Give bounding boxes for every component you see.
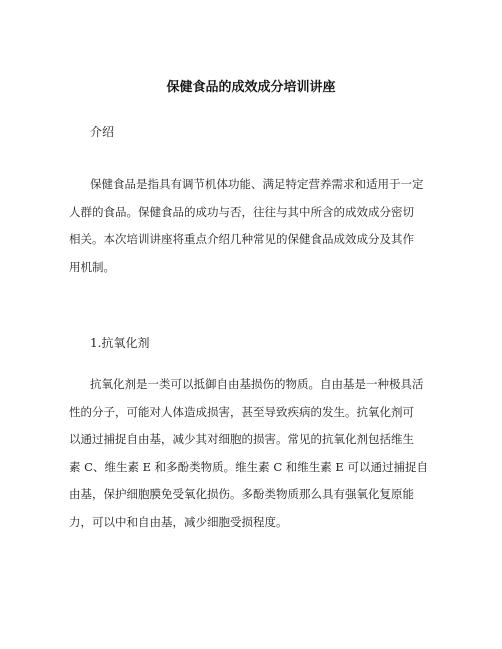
paragraph-line: 素 C、维生素 E 和多酚类物质。维生素 C 和维生素 E 可以通过捕捉自 — [69, 459, 428, 474]
paragraph-line: 以通过捕捉自由基，减少其对细胞的损害。常见的抗氧化剂包括维生 — [69, 432, 414, 446]
paragraph-line: 抗氧化剂是一类可以抵御自由基损伤的物质。自由基是一种极具活 — [90, 377, 424, 391]
paragraph-antioxidant — [69, 375, 441, 540]
paragraph-line: 人群的食品。保健食品的成功与否，往往与其中所含的成效成分密切 — [69, 204, 414, 219]
section-heading-antioxidant: 1.抗氧化剂 — [90, 336, 150, 350]
paragraph-line: 保健食品是指具有调节机体功能、满足特定营养需求和适用于一定 — [90, 177, 424, 191]
paragraph-line: 相关。本次培训讲座将重点介绍几种常见的保健食品成效成分及其作 — [69, 232, 414, 246]
paragraph-line: 由基，保护细胞膜免受氧化损伤。多酚类物质那么具有强氧化复原能 — [69, 487, 414, 501]
paragraph-line: 性的分子，可能对人体造成损害，甚至导致疾病的发生。抗氧化剂可 — [69, 404, 414, 419]
paragraph-line: 力，可以中和自由基，减少细胞受损程度。 — [69, 514, 288, 529]
document-title: 保健食品的成效成分培训讲座 — [166, 80, 336, 95]
paragraph-line: 用机制。 — [69, 259, 115, 274]
paragraph-intro — [69, 175, 441, 285]
section-heading-intro: 介绍 — [90, 125, 115, 139]
